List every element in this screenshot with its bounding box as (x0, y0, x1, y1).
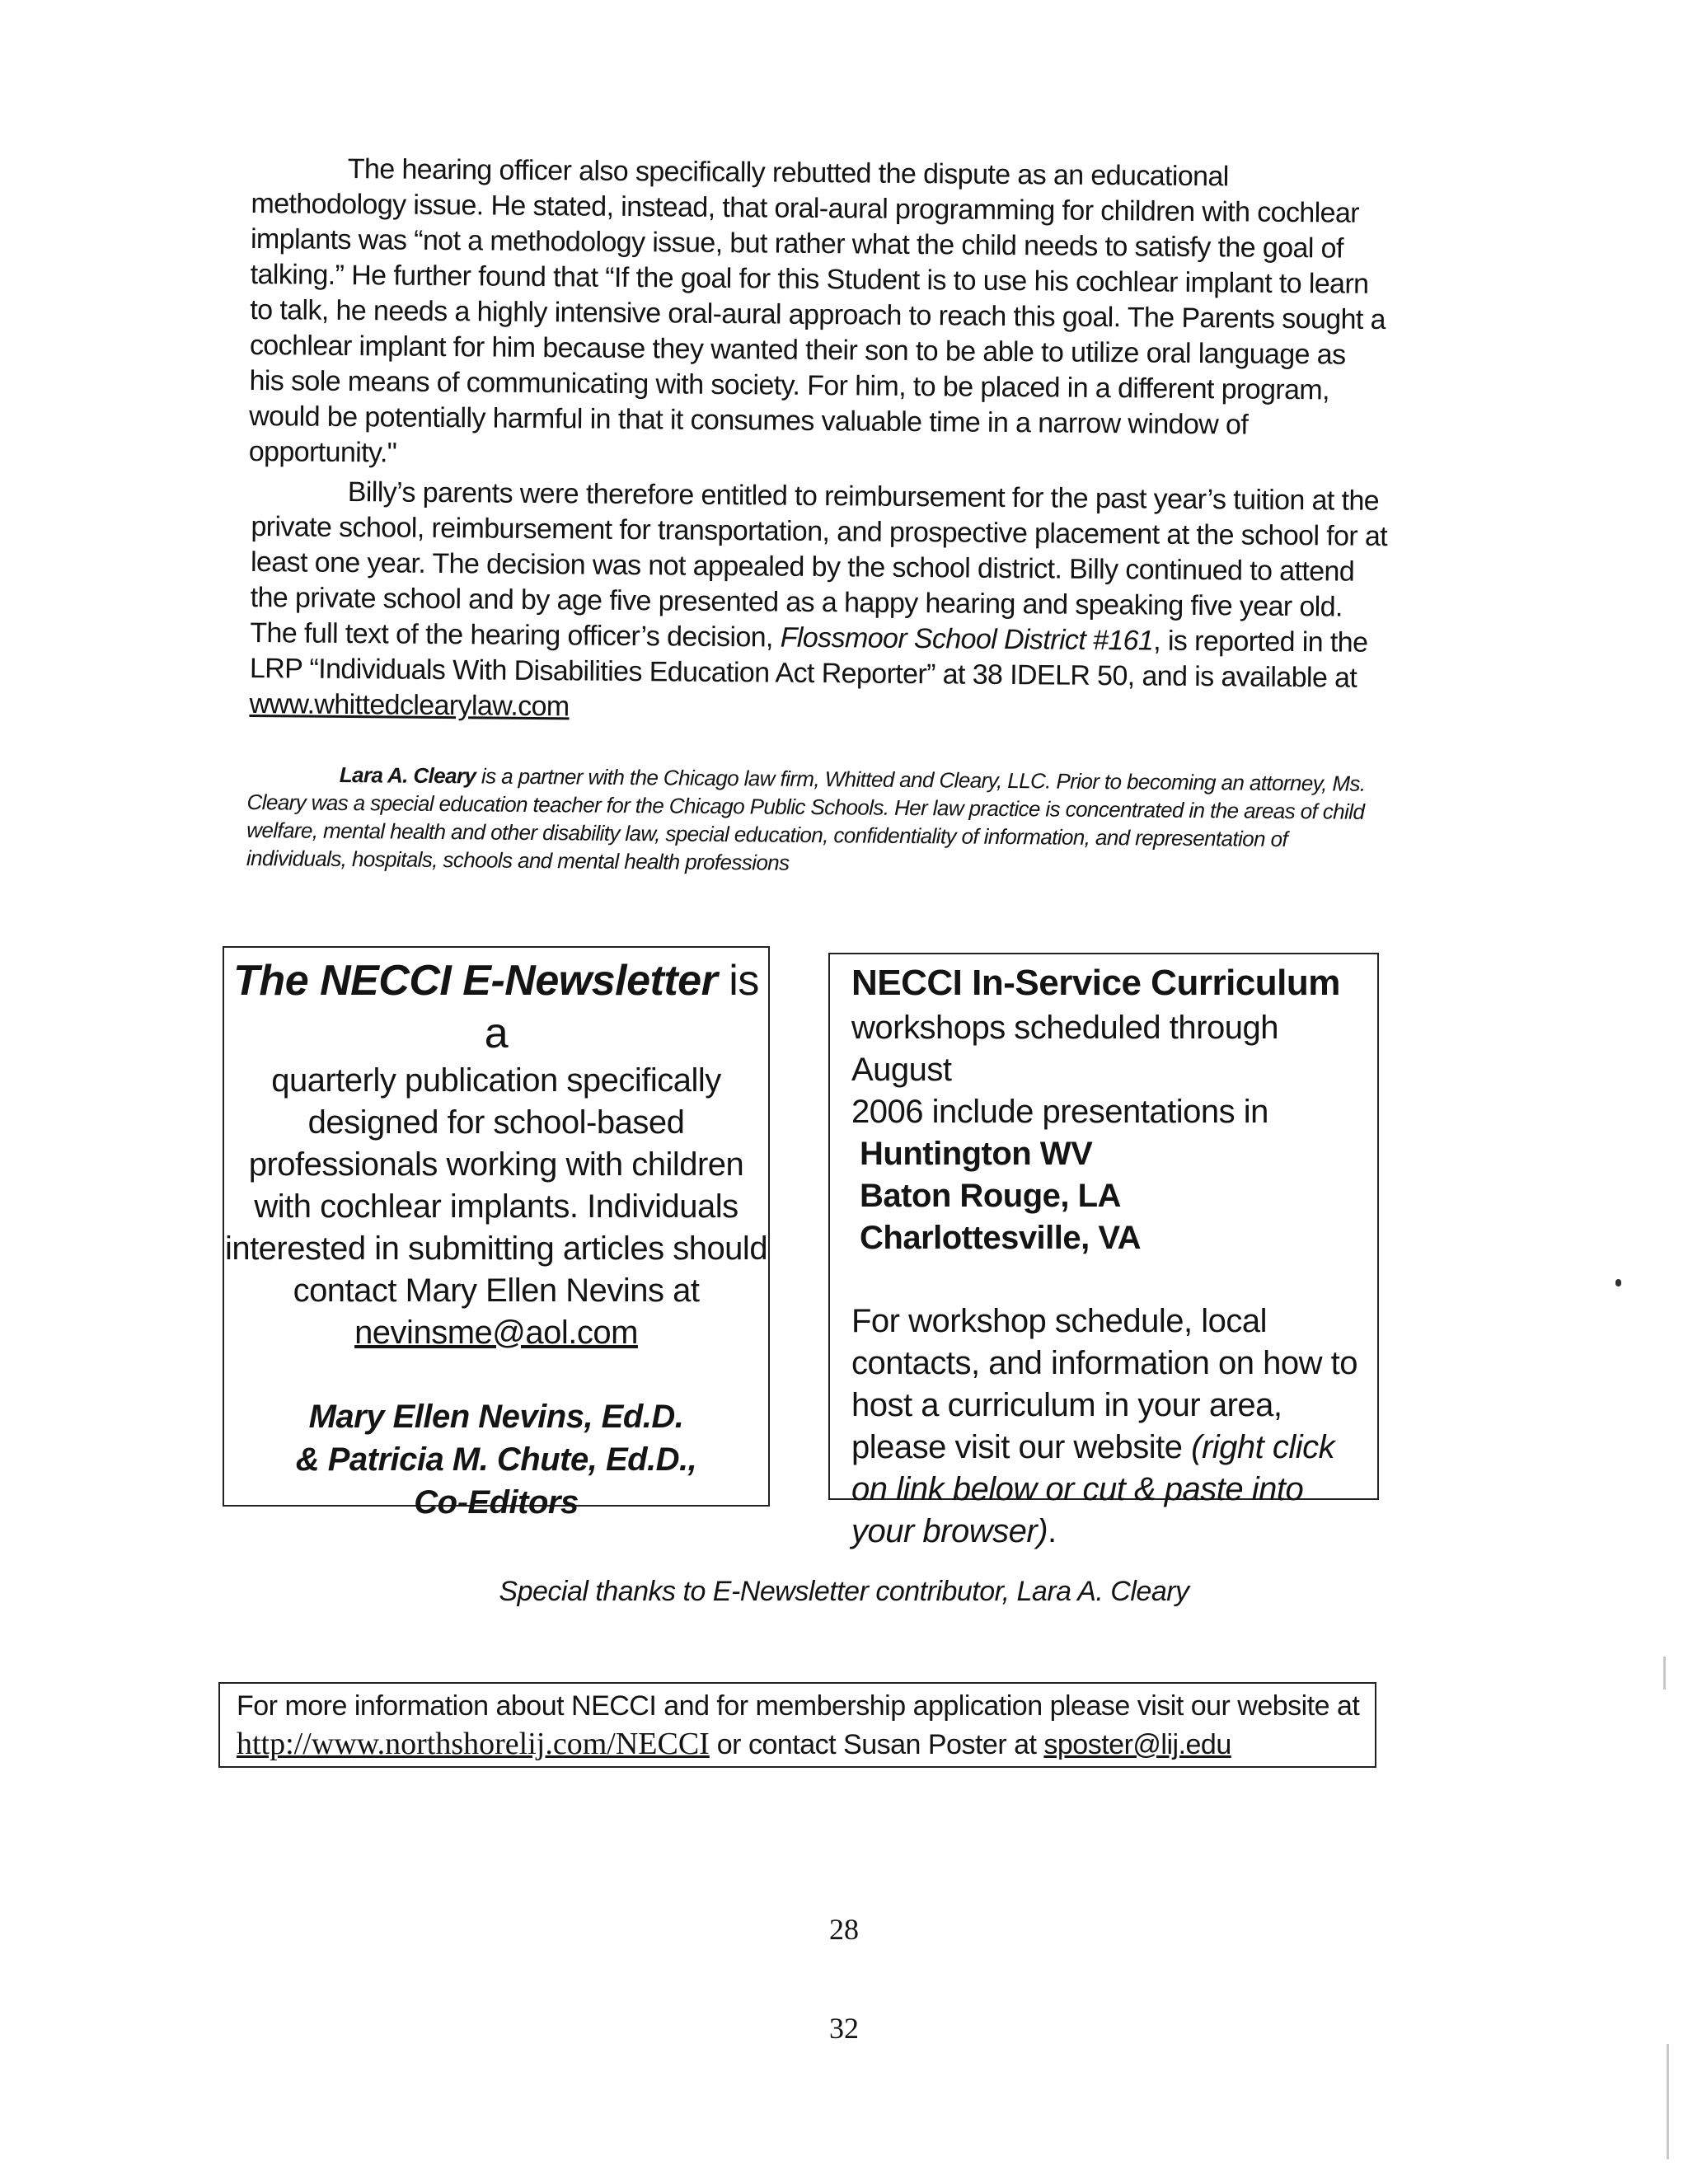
membership-middle-text: or contact Susan Poster at (709, 1729, 1044, 1760)
scan-dot-mark (1615, 1279, 1621, 1286)
case-name: Flossmoor School District #161 (780, 621, 1154, 657)
membership-line: For more information about NECCI and for membership application please visit our website at (237, 1690, 1360, 1722)
author-name: Lara A. Cleary (339, 762, 476, 789)
paragraph-text-part: Billy’s parents were therefore entitled to reimbursement for the past year’s tuition at the private school, reimbursement for transportation, and prospective placement at the school for at least one year. The decision was not appealed by the school district. Billy continued to attend the private school and by age five presented as a happy hearing and speaking five year old. The full text of the hearing officer’s decision, (250, 476, 1388, 654)
newsletter-line: professionals working with children (248, 1146, 744, 1183)
newsletter-line: with cochlear implants. Individuals (254, 1188, 738, 1225)
editor-email-link[interactable]: nevinsme@aol.com (354, 1315, 638, 1351)
spacer (851, 1259, 1377, 1301)
article-paragraph-2 (249, 474, 1389, 732)
newsletter-info-box (223, 946, 770, 1521)
page-number: 28 (829, 1913, 859, 1946)
scan-edge-mark (1663, 1657, 1666, 1690)
newsletter-title-suffix: is a (484, 957, 759, 1057)
curriculum-body (851, 1301, 1371, 1553)
necci-website-link[interactable]: http://www.northshorelij.com/NECCI (237, 1727, 710, 1761)
curriculum-info-box (828, 953, 1379, 1549)
newsletter-title (224, 954, 768, 1060)
membership-line-2 (237, 1725, 1375, 1764)
editor-line: Mary Ellen Nevins, Ed.D. (308, 1399, 684, 1435)
curriculum-body-text: For workshop schedule, local contacts, and information on how to host a curriculum in your area, please visit our website (851, 1303, 1357, 1465)
editor-line: & Patricia M. Chute, Ed.D., (295, 1441, 697, 1478)
curriculum-line: workshops scheduled through August (851, 1010, 1278, 1088)
newsletter-line: designed for school-based (307, 1104, 685, 1141)
editor-line: Co-Editors (414, 1484, 579, 1521)
scan-edge-mark (1667, 2044, 1669, 2159)
curriculum-line: 2006 include presentations in (851, 1094, 1268, 1130)
page-number: 32 (829, 2012, 859, 2045)
article-paragraph-1 (249, 151, 1389, 480)
contributor-thanks: Special thanks to E-Newsletter contributor, Lara A. Cleary (499, 1576, 1189, 1607)
city-item: Baton Rouge, LA (860, 1178, 1121, 1214)
city-item: Charlottesville, VA (860, 1220, 1141, 1256)
curriculum-body-end: . (1048, 1513, 1057, 1549)
newsletter-line: quarterly publication specifically (271, 1062, 721, 1099)
newsletter-line: interested in submitting articles should (224, 1230, 768, 1267)
law-firm-link[interactable]: www.whittedclearylaw.com (249, 687, 570, 723)
membership-info-box (218, 1682, 1376, 1768)
city-item: Huntington WV (860, 1136, 1093, 1172)
contact-email-link[interactable]: sposter@lij.edu (1043, 1729, 1231, 1760)
paragraph-text: The hearing officer also specifically rebutted the dispute as an educational methodology issue. He stated, instead, that oral-aural programming for children with cochlear implants was “not a methodology issue, but rather what the child needs to satisfy the goal of talking.” He further found that “If the goal for this Student is to use his cochlear implant to learn to talk, he needs a highly intensive oral-aural approach to reach this goal. The Parents sought a cochlear implant for him because they wanted their son to be able to utilize oral language as his sole means of communicating with society. For him, to be placed in a different program, would be potentially harmful in that it consumes valuable time in a narrow window of opportunity." (248, 153, 1386, 469)
curriculum-body-note: (right click on link below or cut & paste into your browser) (851, 1429, 1335, 1549)
spacer (224, 1354, 768, 1395)
paragraph-text (249, 474, 1389, 732)
bio-text (246, 760, 1393, 882)
paragraph-text-part: , is reported in the LRP “Individuals With Disabilities Education Act Reporter” at 38 IDELR 50, and is available at (249, 625, 1368, 694)
newsletter-line: contact Mary Ellen Nevins at (293, 1272, 700, 1309)
newsletter-name: The NECCI E-Newsletter (233, 957, 718, 1005)
bio-body: is a partner with the Chicago law firm, Whitted and Cleary, LLC. Prior to becoming an attorney, Ms. Cleary was a special education teacher for the Chicago Public Schools. Her law practice is concentrated in the areas of child welfare, mental health and other disability law, special education, confidentiality of information, and representation of individuals, hospitals, schools and mental health professions (246, 763, 1366, 875)
curriculum-title: NECCI In-Service Curriculum (851, 963, 1340, 1003)
author-bio (246, 760, 1393, 882)
